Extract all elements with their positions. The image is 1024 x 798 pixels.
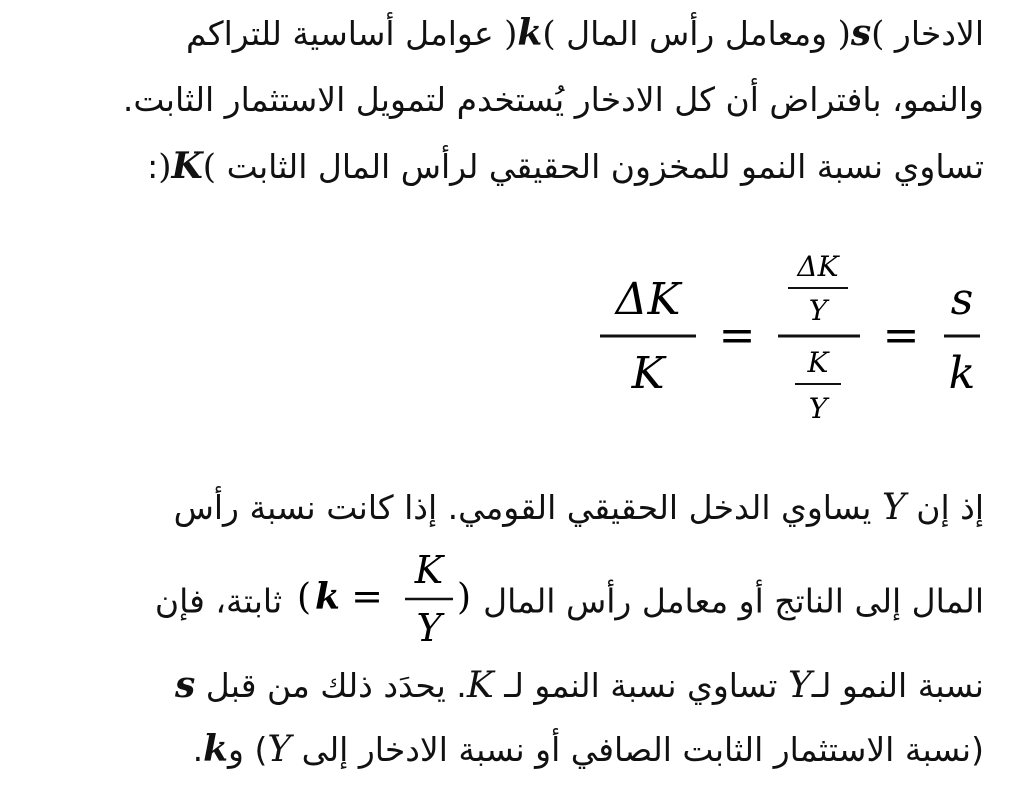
math-symbol-k: k <box>314 576 340 618</box>
equation-s: s <box>950 274 974 325</box>
equation-K: K <box>631 348 665 399</box>
equation-delta-K: ΔK <box>615 274 681 325</box>
text-segment: تساوي نسبة النمو للمخزون الحقيقي لرأس المال الثابت <box>226 147 984 186</box>
growth-equation <box>590 246 990 436</box>
text-segment: (نسبة الاستثمار الثابت الصافي أو نسبة الادخار إلى <box>301 730 984 769</box>
text-segment: ) و <box>228 730 268 769</box>
paragraph2-line1 <box>174 486 984 529</box>
math-symbol-K: K <box>466 665 494 706</box>
fraction-denominator-Y: Y <box>416 606 442 649</box>
text-segment: ومعامل رأس المال <box>566 14 828 53</box>
text-segment: والنمو، بافتراض أن كل الادخار يُستخدم لتمويل الاستثمار الثابت. <box>122 80 984 119</box>
math-symbol-Y: Y <box>267 729 292 770</box>
close-paren: ) <box>504 14 518 54</box>
open-paren: ( <box>296 577 311 618</box>
math-symbol-s: s <box>174 664 196 706</box>
paragraph2-line2 <box>155 545 984 658</box>
inline-k-equals-K-over-Y <box>293 545 473 658</box>
text-segment: . يحدَد ذلك من قبل <box>205 666 467 705</box>
text-segment: ثابتة، فإن <box>154 581 283 621</box>
period: . <box>192 730 204 769</box>
paragraph1-line3 <box>147 145 984 188</box>
text-segment: إذ إن <box>916 488 984 527</box>
equation-svg <box>590 246 990 436</box>
close-paren: ) <box>456 577 471 618</box>
math-symbol-Y: Y <box>881 487 906 528</box>
equals-sign: = <box>350 574 383 618</box>
text-segment: المال إلى الناتج أو معامل رأس المال <box>483 581 984 621</box>
paragraph1-line2 <box>123 80 984 120</box>
math-symbol-K: K <box>171 145 203 187</box>
math-symbol-s: s <box>850 12 872 54</box>
open-paren: ( <box>542 14 556 54</box>
paragraph2-line4 <box>193 728 984 771</box>
math-symbol-k: k <box>517 12 543 54</box>
text-segment: عوامل أساسية للتراكم <box>185 14 494 53</box>
close-paren: ) <box>158 147 172 187</box>
math-symbol-Y: Y <box>787 665 812 706</box>
text-segment: الادخار <box>894 14 984 53</box>
close-paren: ) <box>837 14 851 54</box>
paragraph2-line3 <box>175 664 984 707</box>
inner-denominator-K: K <box>807 346 829 379</box>
open-paren: ( <box>871 14 885 54</box>
equals-sign: = <box>882 310 920 361</box>
inner-numerator-delta-K: ΔK <box>797 250 839 283</box>
open-paren: ( <box>202 147 217 187</box>
inner-numerator-Y: Y <box>808 294 828 327</box>
inner-denominator-Y: Y <box>808 392 828 425</box>
math-symbol-k: k <box>203 728 229 770</box>
inline-fraction-svg <box>293 545 473 649</box>
text-segment: يساوي الدخل الحقيقي القومي. إذا كانت نسبة رأس <box>173 488 872 527</box>
fraction-numerator-K: K <box>414 548 443 592</box>
text-segment: تساوي نسبة النمو لـ <box>504 666 778 705</box>
paragraph1-line1 <box>186 12 984 55</box>
equals-sign: = <box>718 310 756 361</box>
equation-k: k <box>948 348 976 399</box>
text-segment: نسبة النمو لـ <box>811 666 984 705</box>
colon: : <box>147 147 159 186</box>
